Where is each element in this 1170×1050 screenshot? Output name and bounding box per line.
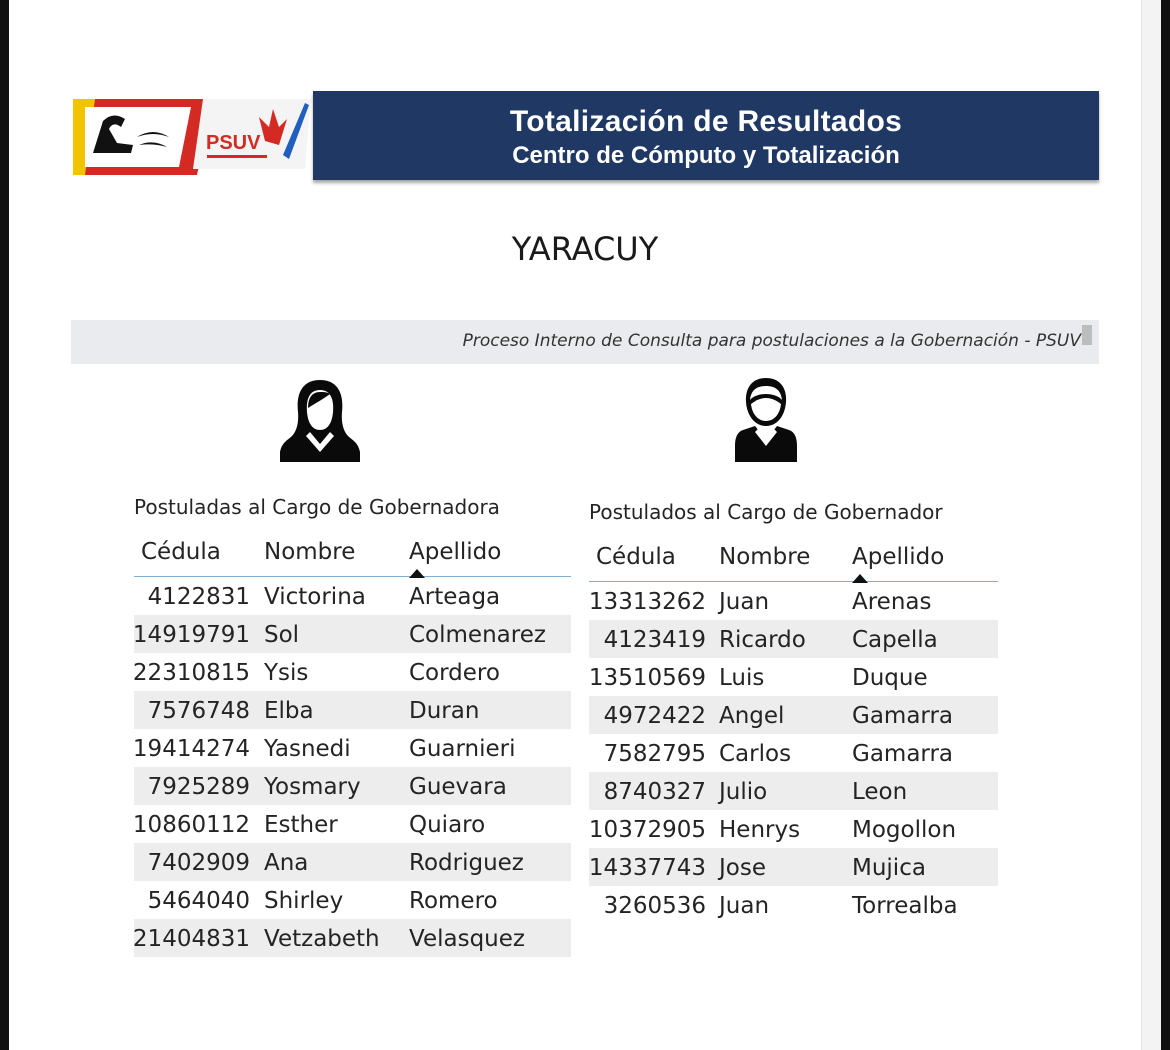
cell-cedula: 4123419: [603, 627, 706, 653]
cell-apellido: Arteaga: [409, 584, 501, 610]
table-row[interactable]: [134, 615, 571, 653]
male-table-header: [589, 530, 998, 582]
cell-apellido: Cordero: [409, 660, 500, 686]
cell-apellido: Leon: [852, 779, 908, 805]
cell-nombre: Yosmary: [264, 774, 361, 800]
cell-apellido: Velasquez: [409, 926, 525, 952]
table-row[interactable]: [589, 620, 998, 658]
window-edge-right: [1161, 0, 1170, 1050]
table-row[interactable]: [589, 772, 998, 810]
male-candidates-table: [589, 500, 998, 924]
cell-cedula: 3260536: [603, 893, 706, 919]
cell-nombre: Elba: [264, 698, 314, 724]
column-header-cedula[interactable]: Cédula: [141, 539, 221, 565]
cell-cedula: 14337743: [588, 855, 706, 881]
cell-cedula: 4122831: [147, 584, 250, 610]
table-row[interactable]: [134, 805, 571, 843]
column-header-nombre[interactable]: Nombre: [264, 539, 356, 565]
cell-apellido: Gamarra: [852, 703, 954, 729]
cell-cedula: 8740327: [603, 779, 706, 805]
table-row[interactable]: [134, 653, 571, 691]
table-row[interactable]: [134, 767, 571, 805]
table-row[interactable]: [589, 658, 998, 696]
cell-apellido: Capella: [852, 627, 938, 653]
table-row[interactable]: [589, 848, 998, 886]
table-row[interactable]: [589, 582, 998, 620]
region-title: YARACUY: [511, 230, 659, 268]
cell-apellido: Romero: [409, 888, 498, 914]
table-row[interactable]: [134, 729, 571, 767]
cell-apellido: Arenas: [852, 589, 932, 615]
cell-nombre: Luis: [719, 665, 765, 691]
cell-cedula: 7582795: [603, 741, 706, 767]
cell-nombre: Sol: [264, 622, 300, 648]
table-row[interactable]: [134, 691, 571, 729]
table-row[interactable]: [589, 886, 998, 924]
column-header-apellido[interactable]: Apellido: [852, 544, 945, 570]
cell-apellido: Gamarra: [852, 741, 954, 767]
cell-nombre: Angel: [719, 703, 785, 729]
cell-cedula: 13313262: [588, 589, 706, 615]
cell-cedula: 5464040: [147, 888, 250, 914]
cell-apellido: Mujica: [852, 855, 926, 881]
female-table-body: [134, 577, 571, 957]
cell-nombre: Yasnedi: [264, 736, 351, 762]
cell-apellido: Duran: [409, 698, 480, 724]
process-label-bar: [71, 320, 1099, 364]
cell-nombre: Ysis: [264, 660, 309, 686]
report-header: [73, 91, 1099, 183]
cell-nombre: Vetzabeth: [264, 926, 380, 952]
cell-nombre: Juan: [719, 893, 770, 919]
cell-nombre: Jose: [719, 855, 766, 881]
male-table-title: Postulados al Cargo de Gobernador: [589, 500, 943, 524]
cell-apellido: Guarnieri: [409, 736, 516, 762]
column-header-nombre[interactable]: Nombre: [719, 544, 811, 570]
process-label: Proceso Interno de Consulta para postulaciones a la Gobernación - PSUV: [462, 331, 1081, 351]
report-title: Totalización de Resultados: [509, 105, 903, 138]
cell-cedula: 21404831: [132, 926, 250, 952]
cell-cedula: 7402909: [147, 850, 250, 876]
female-table-header: [134, 525, 571, 577]
table-row[interactable]: [589, 810, 998, 848]
window-edge-left: [0, 0, 9, 1050]
column-header-cedula[interactable]: Cédula: [596, 544, 676, 570]
female-user-icon: [278, 378, 362, 464]
cell-nombre: Shirley: [264, 888, 344, 914]
cell-nombre: Julio: [719, 779, 768, 805]
cell-nombre: Victorina: [264, 584, 366, 610]
cell-nombre: Juan: [719, 589, 770, 615]
table-row[interactable]: [134, 577, 571, 615]
cell-cedula: 10860112: [132, 812, 250, 838]
report-subtitle: Centro de Cómputo y Totalización: [512, 142, 900, 169]
cell-cedula: 13510569: [588, 665, 706, 691]
table-row[interactable]: [134, 881, 571, 919]
cell-apellido: Duque: [852, 665, 928, 691]
cell-apellido: Quiaro: [409, 812, 486, 838]
cell-apellido: Torrealba: [852, 893, 958, 919]
cell-cedula: 10372905: [588, 817, 706, 843]
male-user-icon: [733, 376, 799, 464]
svg-text:PSUV: PSUV: [206, 132, 261, 154]
label-scrollbar[interactable]: [1082, 325, 1092, 345]
cell-nombre: Carlos: [719, 741, 792, 767]
cell-cedula: 7576748: [147, 698, 250, 724]
table-row[interactable]: [134, 919, 571, 957]
cell-cedula: 14919791: [132, 622, 250, 648]
cell-cedula: 7925289: [147, 774, 250, 800]
cell-nombre: Henrys: [719, 817, 801, 843]
male-table-body: [589, 582, 998, 924]
cell-cedula: 4972422: [603, 703, 706, 729]
cell-nombre: Ricardo: [719, 627, 806, 653]
female-table-title: Postuladas al Cargo de Gobernadora: [134, 495, 500, 519]
cell-cedula: 19414274: [132, 736, 250, 762]
cell-apellido: Mogollon: [852, 817, 957, 843]
psuv-logo: [73, 97, 323, 181]
cell-apellido: Guevara: [409, 774, 507, 800]
cell-apellido: Rodriguez: [409, 850, 524, 876]
title-banner: [313, 91, 1099, 180]
table-row[interactable]: [134, 843, 571, 881]
page-scroll-track[interactable]: [1141, 0, 1161, 1050]
cell-apellido: Colmenarez: [409, 622, 546, 648]
table-row[interactable]: [589, 696, 998, 734]
cell-nombre: Ana: [264, 850, 309, 876]
column-header-apellido[interactable]: Apellido: [409, 539, 502, 565]
cell-cedula: 22310815: [132, 660, 250, 686]
table-row[interactable]: [589, 734, 998, 772]
cell-nombre: Esther: [264, 812, 338, 838]
female-candidates-table: [134, 495, 571, 957]
